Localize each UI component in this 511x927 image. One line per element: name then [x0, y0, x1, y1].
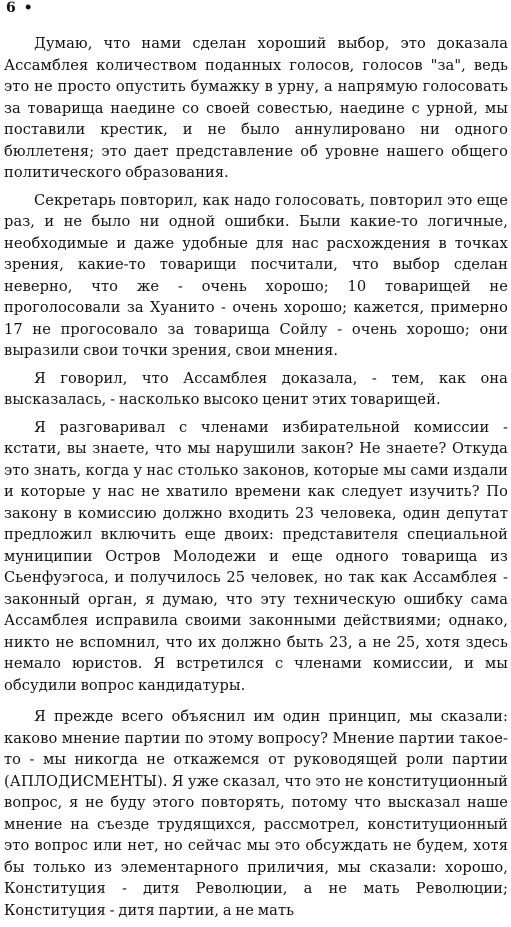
paragraph: Я прежде всего объяснил им один принцип, мы сказали: каково мнение партии по этому вопросу? Мнение партии такое-то - мы никогда не откажемся от руководящей роли партии (АПЛОДИСМЕНТЫ). Я уже сказал, что это не конституционный вопрос, я не буду этого повторять, потому что высказал наше мнение на съезде трудящихся, рассмотрел, конституционный это вопрос или нет, но сейчас мы это обсуждать не будем, хотя бы только из элементарного приличия, мы сказали: хорошо, Конституция - дитя Революции, а не мать Революции; Конституция - дитя партии, а не мать	[4, 708, 508, 919]
paragraph: Думаю, что нами сделан хороший выбор, это доказала Ассамблея количеством поданных голосов, голосов "за", ведь это не просто опустить бумажку в урну, а напрямую голосовать за товарища наедине со своей совестью, наедине с урной, мы поставили крестик, и не было аннулировано ни одного бюллетеня; это дает представление об уровне нашего общего политического образования.	[4, 35, 508, 181]
page-header	[6, 0, 33, 16]
paragraph: Я разговаривал с членами избирательной комиссии - кстати, вы знаете, что мы нарушили закон? Не знаете? Откуда это знать, когда у нас столько законов, которые мы сами издали и которые у нас не хватило времени как следует изучить? По закону в комиссию должно входить 23 человека, один депутат предложил включить еще двоих: представителя специальной муниципии Остров Молодежи и еще одного товарища из Сьенфуэгоса, и получилось 25 человек, но так как Ассамблея - законный орган, я думаю, что эту техническую ошибку сама Ассамблея исправила своими законными действиями; однако, никто не вспомнил, что их должно быть 23, а не 25, хотя здесь немало юристов. Я встретился с членами комиссии, и мы обсудили вопрос кандидатуры.	[4, 418, 508, 694]
paragraph: Я говорил, что Ассамблея доказала, - тем, как она высказалась, - насколько высоко ценит этих товарищей.	[4, 369, 508, 408]
text-body	[4, 33, 508, 927]
header-separator: •	[23, 0, 33, 16]
page-number: 6	[6, 0, 16, 16]
paragraph: Секретарь повторил, как надо голосовать, повторил это еще раз, и не было ни одной ошибки. Были какие-то логичные, необходимые и даже удобные для нас расхождения в точках зрения, какие-то товарищи посчитали, что выбор сделан неверно, что же - очень хорошо; 10 товарищей не проголосовали за Хуанито - очень хорошо; кажется, примерно 17 не прогосовало за товарища Сойлу - очень хорошо; они выразили свои точки зрения, свои мнения.	[4, 191, 508, 359]
